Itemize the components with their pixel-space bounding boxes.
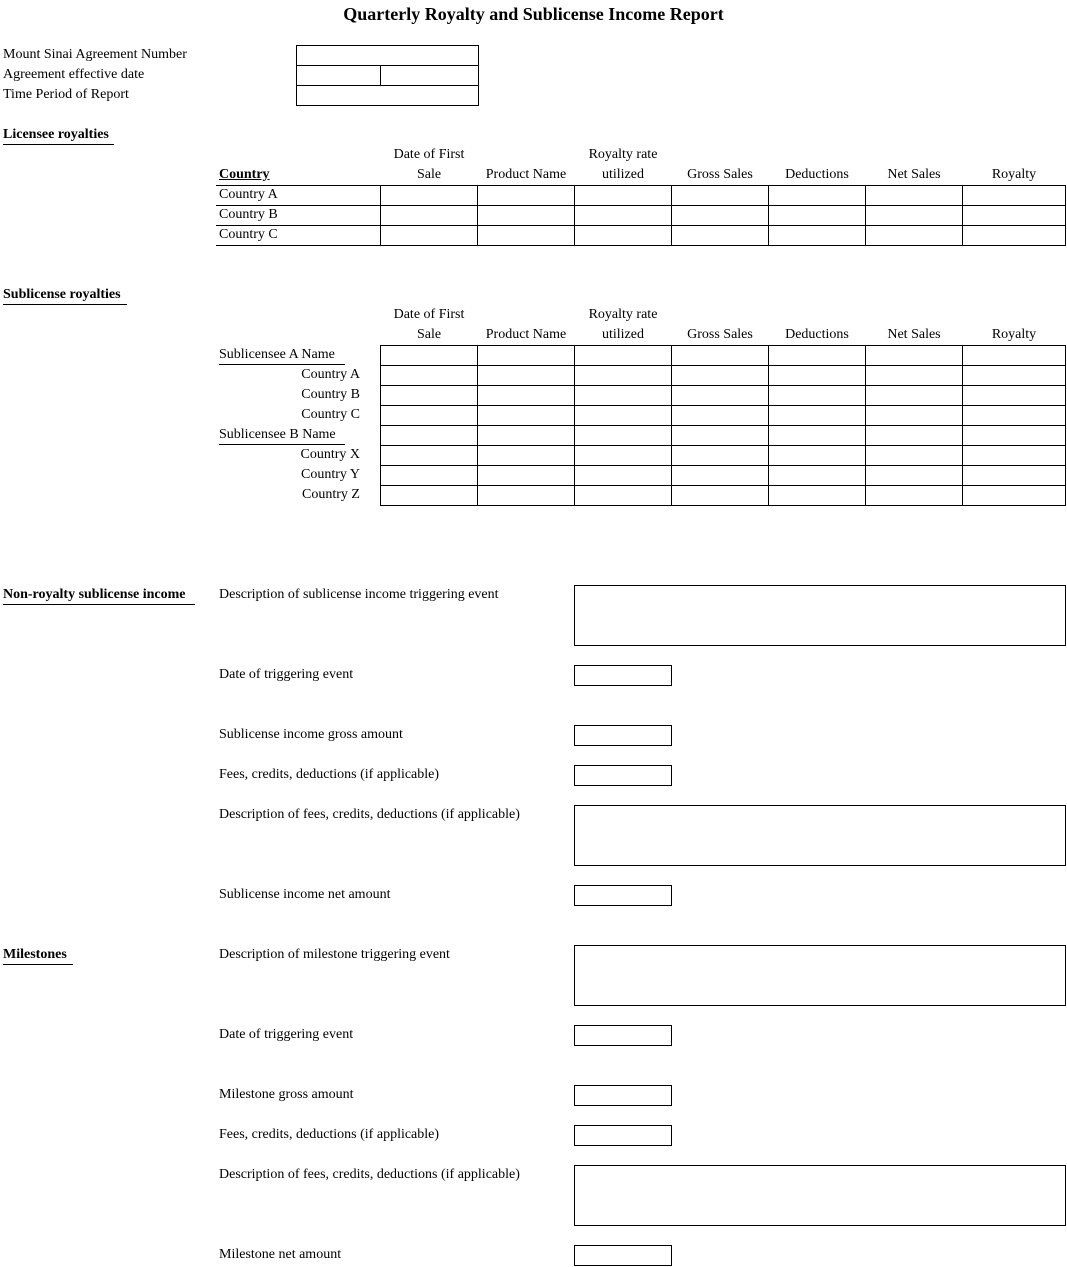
sublicensee-1-country-0-cell-1[interactable] [477, 445, 575, 466]
sublicensee-0-name-row-cell-2[interactable] [574, 345, 672, 366]
sublicensee-0-country-0-cell-2[interactable] [574, 365, 672, 386]
sublicensee-1-country-1-cell-1[interactable] [477, 465, 575, 486]
sublicensee-1-country-1-cell-5[interactable] [865, 465, 963, 486]
sublicense-country-label: Country A [301, 367, 360, 382]
licensee-row-0-cell-2[interactable] [574, 185, 672, 206]
sublicense-col-header-3-line1 [671, 305, 769, 325]
sublicense-col-header-5-line1 [865, 305, 963, 325]
sublicense-fees-description-label: Description of fees, credits, deductions (if applicable) [219, 807, 520, 822]
licensee-col-header-3-line1 [671, 145, 769, 165]
milestone-net-input[interactable] [574, 1245, 672, 1266]
sublicense-country-label: Country C [301, 407, 360, 422]
milestone-net-label: Milestone net amount [219, 1247, 342, 1262]
sublicensee-name-label: Sublicensee B Name [219, 427, 345, 445]
non-royalty-income-heading: Non-royalty sublicense income [3, 587, 195, 605]
time-period-label: Time Period of Report [3, 87, 129, 102]
licensee-row-2-cell-3[interactable] [671, 225, 769, 246]
sublicensee-1-country-1-cell-3[interactable] [671, 465, 769, 486]
sublicensee-0-name-row-cell-1[interactable] [477, 345, 575, 366]
licensee-col-header-4-line2: Deductions [785, 167, 849, 182]
licensee-row-1-cell-5[interactable] [865, 205, 963, 226]
licensee-col-header-6-line1 [962, 145, 1066, 165]
sublicensee-0-country-2-cell-3[interactable] [671, 405, 769, 426]
licensee-col-header-0-line1: Date of First [393, 147, 465, 162]
sublicensee-0-country-2-cell-4[interactable] [768, 405, 866, 426]
licensee-col-header-2-line1: Royalty rate [588, 147, 658, 162]
sublicensee-0-country-0-cell-4[interactable] [768, 365, 866, 386]
licensee-row-line [216, 245, 380, 246]
sublicense-col-header-1-line1 [477, 305, 575, 325]
sublicense-net-input[interactable] [574, 885, 672, 906]
sublicensee-1-name-row-cell-2[interactable] [574, 425, 672, 446]
sublicensee-1-country-2-cell-0[interactable] [380, 485, 478, 506]
milestone-event-date-input[interactable] [574, 1025, 672, 1046]
sublicensee-1-name-row-cell-5[interactable] [865, 425, 963, 446]
sublicensee-0-name-row-cell-0[interactable] [380, 345, 478, 366]
sublicensee-1-country-0-cell-6[interactable] [962, 445, 1066, 466]
sublicense-event-description-label: Description of sublicense income triggering event [219, 587, 499, 602]
licensee-row-1-cell-0[interactable] [380, 205, 478, 226]
sublicensee-1-name-row-cell-3[interactable] [671, 425, 769, 446]
sublicensee-0-country-2-cell-0[interactable] [380, 405, 478, 426]
licensee-row-1-cell-1[interactable] [477, 205, 575, 226]
sublicensee-name-label: Sublicensee A Name [219, 347, 345, 365]
licensee-col-header-5-line2: Net Sales [887, 167, 941, 182]
sublicensee-1-country-2-cell-2[interactable] [574, 485, 672, 506]
licensee-row-2-cell-0[interactable] [380, 225, 478, 246]
sublicensee-1-country-2-cell-3[interactable] [671, 485, 769, 506]
sublicensee-1-name-row-cell-6[interactable] [962, 425, 1066, 446]
sublicense-country-label: Country Y [301, 467, 360, 482]
sublicensee-0-country-1-cell-0[interactable] [380, 385, 478, 406]
sublicensee-0-country-1-cell-3[interactable] [671, 385, 769, 406]
milestone-fees-label: Fees, credits, deductions (if applicable) [219, 1127, 440, 1142]
report-title: Quarterly Royalty and Sublicense Income Report [343, 4, 724, 24]
milestone-event-date-label: Date of triggering event [219, 1027, 354, 1042]
milestone-gross-input[interactable] [574, 1085, 672, 1106]
licensee-row-0-cell-5[interactable] [865, 185, 963, 206]
sublicense-col-header-0-line2: Sale [416, 327, 442, 342]
effective-date-input-2[interactable] [380, 65, 479, 86]
licensee-col-header-3-line2: Gross Sales [687, 167, 753, 182]
sublicense-col-header-3-line2: Gross Sales [687, 327, 753, 342]
sublicense-fees-description-input[interactable] [574, 805, 1066, 866]
sublicensee-1-country-1-cell-0[interactable] [380, 465, 478, 486]
sublicensee-0-country-2-cell-5[interactable] [865, 405, 963, 426]
milestone-gross-label: Milestone gross amount [219, 1087, 354, 1102]
licensee-row-label: Country B [219, 207, 278, 222]
licensee-row-1-cell-2[interactable] [574, 205, 672, 226]
licensee-royalties-heading: Licensee royalties [3, 127, 114, 145]
sublicensee-1-country-0-cell-0[interactable] [380, 445, 478, 466]
sublicensee-0-country-1-cell-6[interactable] [962, 385, 1066, 406]
sublicensee-1-country-0-cell-2[interactable] [574, 445, 672, 466]
sublicensee-0-country-1-cell-1[interactable] [477, 385, 575, 406]
licensee-col-header-4-line1 [768, 145, 866, 165]
licensee-col-header-1-line1 [477, 145, 575, 165]
sublicensee-0-country-1-cell-2[interactable] [574, 385, 672, 406]
sublicense-royalties-heading: Sublicense royalties [3, 287, 127, 305]
agreement-number-input[interactable] [296, 45, 479, 66]
sublicensee-1-country-2-cell-1[interactable] [477, 485, 575, 506]
licensee-col-header-6-line2: Royalty [991, 167, 1037, 182]
sublicense-col-header-5-line2: Net Sales [887, 327, 941, 342]
licensee-row-2-cell-4[interactable] [768, 225, 866, 246]
sublicensee-0-country-2-cell-1[interactable] [477, 405, 575, 426]
licensee-col-header-2-line2: utilized [602, 167, 644, 182]
sublicensee-1-country-0-cell-3[interactable] [671, 445, 769, 466]
licensee-row-0-cell-6[interactable] [962, 185, 1066, 206]
country-column-header: Country [219, 167, 270, 182]
milestone-fees-description-label: Description of fees, credits, deductions (if applicable) [219, 1167, 520, 1182]
milestone-fees-description-input[interactable] [574, 1165, 1066, 1226]
sublicensee-0-country-0-cell-5[interactable] [865, 365, 963, 386]
licensee-row-1-cell-4[interactable] [768, 205, 866, 226]
sublicensee-1-country-2-cell-6[interactable] [962, 485, 1066, 506]
sublicensee-1-country-1-cell-6[interactable] [962, 465, 1066, 486]
sublicense-fees-label: Fees, credits, deductions (if applicable) [219, 767, 440, 782]
licensee-row-2-cell-6[interactable] [962, 225, 1066, 246]
sublicensee-1-name-row-cell-4[interactable] [768, 425, 866, 446]
sublicensee-1-country-2-cell-5[interactable] [865, 485, 963, 506]
sublicensee-0-name-row-cell-3[interactable] [671, 345, 769, 366]
sublicense-event-description-input[interactable] [574, 585, 1066, 646]
milestone-event-description-label: Description of milestone triggering event [219, 947, 450, 962]
sublicensee-0-name-row-cell-5[interactable] [865, 345, 963, 366]
sublicensee-1-country-0-cell-4[interactable] [768, 445, 866, 466]
sublicensee-0-country-1-cell-4[interactable] [768, 385, 866, 406]
sublicense-net-label: Sublicense income net amount [219, 887, 391, 902]
sublicense-country-label: Country B [301, 387, 360, 402]
time-period-input[interactable] [296, 85, 479, 106]
agreement-number-label: Mount Sinai Agreement Number [3, 47, 187, 62]
sublicense-col-header-6-line2: Royalty [991, 327, 1037, 342]
sublicense-fees-input[interactable] [574, 765, 672, 786]
sublicensee-0-country-0-cell-6[interactable] [962, 365, 1066, 386]
licensee-col-header-1-line2: Product Name [485, 167, 567, 182]
sublicense-gross-label: Sublicense income gross amount [219, 727, 403, 742]
sublicense-col-header-6-line1 [962, 305, 1066, 325]
sublicensee-0-country-0-cell-3[interactable] [671, 365, 769, 386]
licensee-row-0-cell-0[interactable] [380, 185, 478, 206]
sublicensee-0-country-2-cell-6[interactable] [962, 405, 1066, 426]
licensee-row-label: Country A [219, 187, 278, 202]
effective-date-input-1[interactable] [296, 65, 381, 86]
sublicensee-0-country-2-cell-2[interactable] [574, 405, 672, 426]
sublicensee-1-country-2-cell-4[interactable] [768, 485, 866, 506]
sublicensee-1-name-row-cell-1[interactable] [477, 425, 575, 446]
sublicensee-0-country-1-cell-5[interactable] [865, 385, 963, 406]
sublicense-country-label: Country Z [302, 487, 360, 502]
sublicensee-0-country-0-cell-1[interactable] [477, 365, 575, 386]
licensee-col-header-5-line1 [865, 145, 963, 165]
sublicense-col-header-4-line1 [768, 305, 866, 325]
milestones-heading: Milestones [3, 947, 73, 965]
sublicense-event-date-label: Date of triggering event [219, 667, 354, 682]
milestone-event-description-input[interactable] [574, 945, 1066, 1006]
sublicense-gross-input[interactable] [574, 725, 672, 746]
sublicensee-0-name-row-cell-6[interactable] [962, 345, 1066, 366]
licensee-col-header-0-line2: Sale [416, 167, 442, 182]
licensee-row-0-cell-4[interactable] [768, 185, 866, 206]
sublicensee-1-name-row-cell-0[interactable] [380, 425, 478, 446]
sublicense-col-header-0-line1: Date of First [393, 307, 465, 322]
sublicensee-1-country-1-cell-4[interactable] [768, 465, 866, 486]
sublicense-col-header-1-line2: Product Name [485, 327, 567, 342]
licensee-row-label: Country C [219, 227, 278, 242]
sublicensee-0-name-row-cell-4[interactable] [768, 345, 866, 366]
licensee-row-1-cell-6[interactable] [962, 205, 1066, 226]
licensee-row-1-cell-3[interactable] [671, 205, 769, 226]
sublicense-col-header-4-line2: Deductions [785, 327, 849, 342]
sublicense-event-date-input[interactable] [574, 665, 672, 686]
milestone-fees-input[interactable] [574, 1125, 672, 1146]
sublicensee-0-country-0-cell-0[interactable] [380, 365, 478, 386]
effective-date-label: Agreement effective date [3, 67, 145, 82]
licensee-row-2-cell-2[interactable] [574, 225, 672, 246]
sublicensee-1-country-0-cell-5[interactable] [865, 445, 963, 466]
licensee-row-0-cell-1[interactable] [477, 185, 575, 206]
licensee-row-0-cell-3[interactable] [671, 185, 769, 206]
sublicense-col-header-2-line2: utilized [602, 327, 644, 342]
sublicensee-1-country-1-cell-2[interactable] [574, 465, 672, 486]
sublicense-country-label: Country X [300, 447, 360, 462]
licensee-row-2-cell-1[interactable] [477, 225, 575, 246]
sublicense-col-header-2-line1: Royalty rate [588, 307, 658, 322]
licensee-row-2-cell-5[interactable] [865, 225, 963, 246]
